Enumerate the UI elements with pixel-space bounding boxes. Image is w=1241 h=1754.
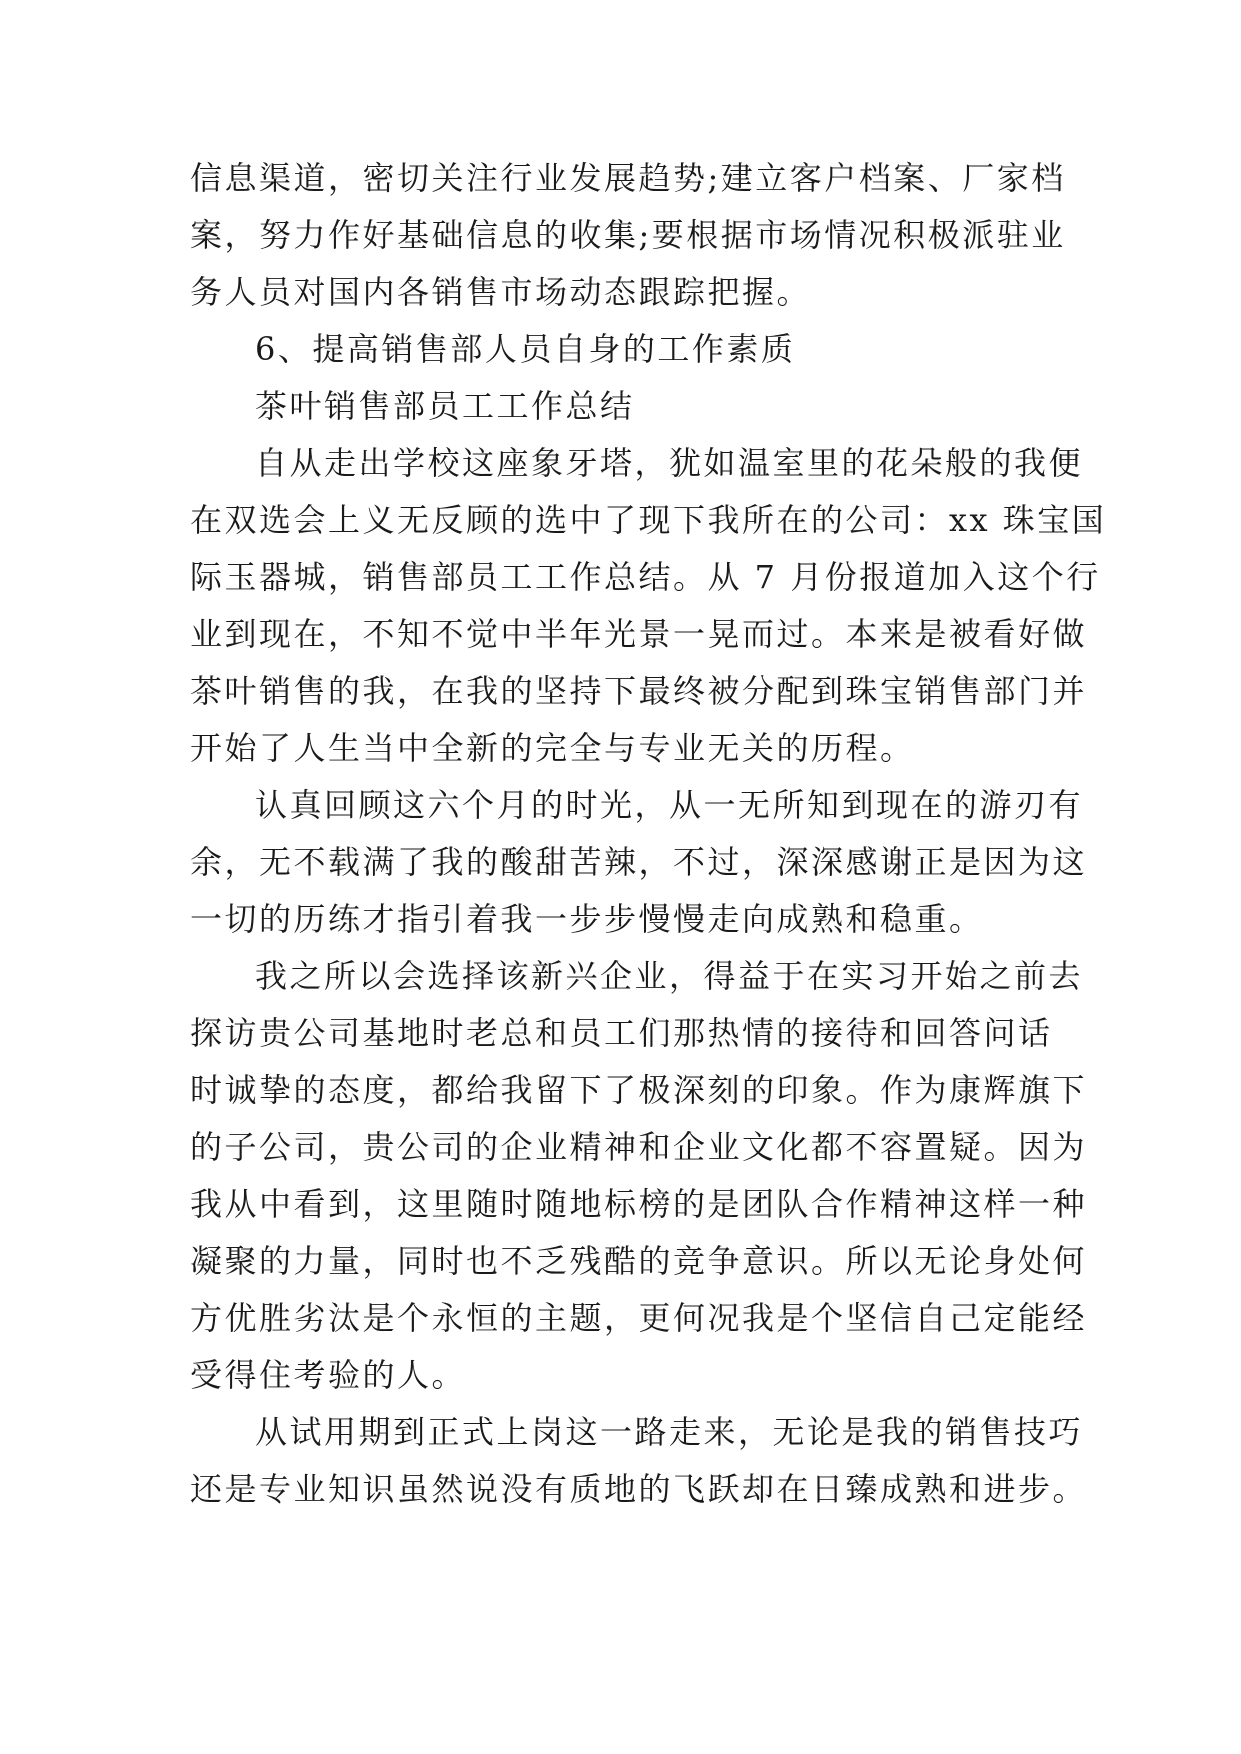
text-line: 6、提高销售部人员自身的工作素质 [255,330,796,368]
text-line: 从试用期到正式上岗这一路走来，无论是我的销售技巧 [255,1413,1084,1451]
text-line: 案，努力作好基础信息的收集;要根据市场情况积极派驻业 [190,216,1066,254]
text-line: 的子公司，贵公司的企业精神和企业文化都不容置疑。因为 [190,1128,1088,1166]
text-line: 受得住考验的人。 [190,1356,467,1394]
text-line: 一切的历练才指引着我一步步慢慢走向成熟和稳重。 [190,900,984,938]
text-line: 开始了人生当中全新的完全与专业无关的历程。 [190,729,915,767]
text-line: 信息渠道，密切关注行业发展趋势;建立客户档案、厂家档 [190,159,1066,197]
text-line: 业到现在，不知不觉中半年光景一晃而过。本来是被看好做 [190,615,1088,653]
text-line: 凝聚的力量，同时也不乏残酷的竞争意识。所以无论身处何 [190,1242,1088,1280]
text-line: 在双选会上义无反顾的选中了现下我所在的公司：xx 珠宝国 [190,501,1107,539]
text-line: 茶叶销售的我，在我的坚持下最终被分配到珠宝销售部门并 [190,672,1088,710]
text-line: 际玉器城，销售部员工工作总结。从 7 月份报道加入这个行 [190,558,1101,596]
text-line: 还是专业知识虽然说没有质地的飞跃却在日臻成熟和进步。 [190,1470,1088,1508]
text-line: 务人员对国内各销售市场动态跟踪把握。 [190,273,812,311]
text-line: 认真回顾这六个月的时光，从一无所知到现在的游刃有 [255,786,1084,824]
text-line: 自从走出学校这座象牙塔，犹如温室里的花朵般的我便 [255,444,1084,482]
text-line: 探访贵公司基地时老总和员工们那热情的接待和回答问话 [190,1014,1053,1052]
text-line: 我从中看到，这里随时随地标榜的是团队合作精神这样一种 [190,1185,1088,1223]
document-body [190,150,1107,1518]
text-line: 时诚挚的态度，都给我留下了极深刻的印象。作为康辉旗下 [190,1071,1088,1109]
text-line: 余，无不载满了我的酸甜苦辣，不过，深深感谢正是因为这 [190,843,1088,881]
text-line: 方优胜劣汰是个永恒的主题，更何况我是个坚信自己定能经 [190,1299,1088,1337]
text-line: 我之所以会选择该新兴企业，得益于在实习开始之前去 [255,957,1084,995]
text-line: 茶叶销售部员工工作总结 [255,387,635,425]
